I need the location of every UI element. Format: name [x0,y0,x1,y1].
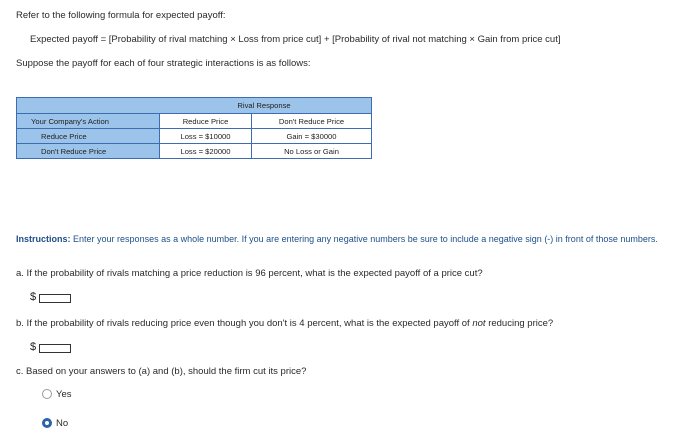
row-dont-value: Gain = $30000 [252,129,371,143]
question-a: a. If the probability of rivals matching a price reduction is 96 percent, what is the expected payoff of a price cut? [16,268,483,279]
question-b-emphasis: not [472,318,486,329]
rival-response-header: Rival Response [237,101,291,110]
table-row [17,144,371,158]
table-row [17,129,371,143]
currency-symbol-b: $ [30,341,37,353]
option-no-label[interactable]: No [56,418,69,429]
radio-no[interactable] [42,418,52,428]
suppose-text: Suppose the payoff for each of four strategic interactions is as follows: [16,58,311,69]
table-column-header-row [17,114,371,128]
answer-a-input[interactable] [39,294,71,303]
question-b [16,318,553,329]
row-reduce-value: Loss = $10000 [160,129,252,143]
payoff-table [16,97,372,159]
row-action-label: Reduce Price [17,129,160,143]
row-dont-value: No Loss or Gain [252,144,371,158]
question-c: c. Based on your answers to (a) and (b), should the firm cut its price? [16,366,307,377]
answer-b-input[interactable] [39,344,71,353]
row-action-label: Don't Reduce Price [17,144,160,158]
col-header-company-action: Your Company's Action [17,114,160,128]
instructions-body: Enter your responses as a whole number. If you are entering any negative numbers be sure to include a negative sign (-) in front of those numbers. [73,234,658,244]
intro-text: Refer to the following formula for expected payoff: [16,10,226,21]
row-reduce-value: Loss = $20000 [160,144,252,158]
col-header-reduce: Reduce Price [160,114,252,128]
formula-text: Expected payoff = [Probability of rival matching × Loss from price cut] + [Probability of rival not matching × Gain from price cut] [30,34,561,45]
col-header-dont-reduce: Don't Reduce Price [252,114,371,128]
question-b-tail: reducing price? [488,318,554,329]
option-yes-label[interactable]: Yes [56,389,72,400]
instructions-lead: Instructions: [16,234,71,244]
question-b-text: b. If the probability of rivals reducing price even though you don't is 4 percent, what is the expected payoff of [16,318,470,329]
radio-yes[interactable] [42,389,52,399]
instructions [16,234,676,246]
table-group-header-row [17,98,371,114]
currency-symbol-a: $ [30,291,37,303]
